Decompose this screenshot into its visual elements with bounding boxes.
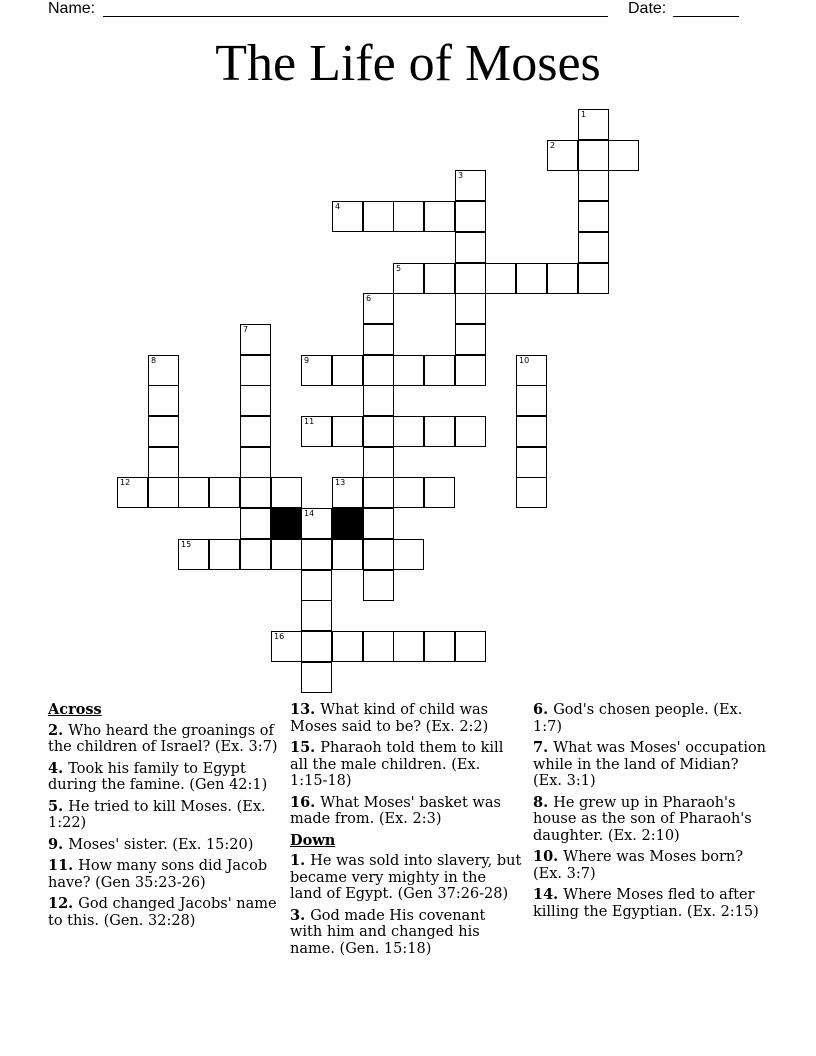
grid-cell[interactable] xyxy=(301,416,332,447)
grid-cell[interactable] xyxy=(578,263,609,294)
clue-number-3: 3 xyxy=(458,171,464,180)
clue-number-9: 9 xyxy=(304,356,310,365)
clue-text: Where Moses fled to after killing the Egyptian. (Ex. 2:15) xyxy=(533,887,759,920)
clue-text: He tried to kill Moses. (Ex. 1:22) xyxy=(48,798,266,831)
grid-cell[interactable] xyxy=(547,140,578,171)
clue-number: 1. xyxy=(290,852,311,869)
clue-number-6: 6 xyxy=(366,294,372,303)
grid-cell[interactable] xyxy=(363,570,394,601)
clue-number-5: 5 xyxy=(396,264,402,273)
grid-cell[interactable] xyxy=(301,662,332,693)
clue-number-4: 4 xyxy=(335,202,341,211)
clue-number-15: 15 xyxy=(181,540,192,549)
grid-cell[interactable] xyxy=(363,416,394,447)
grid-cell[interactable] xyxy=(301,570,332,601)
grid-cell[interactable] xyxy=(271,631,302,662)
clue-number-11: 11 xyxy=(304,417,315,426)
clue-item xyxy=(48,858,280,891)
page-title: The Life of Moses xyxy=(215,35,601,92)
clue-column-2 xyxy=(290,702,522,962)
clue-number: 11. xyxy=(48,857,79,874)
clue-text: God changed Jacobs' name to this. (Gen. 32:28) xyxy=(48,896,277,929)
clue-number: 14. xyxy=(533,886,564,903)
grid-cell[interactable] xyxy=(424,416,455,447)
grid-cell[interactable] xyxy=(578,109,609,140)
clue-text: Took his family to Egypt during the famine. (Gen 42:1) xyxy=(48,760,268,793)
down-heading: Down xyxy=(290,831,336,849)
grid-cell[interactable] xyxy=(424,477,455,508)
clue-number: 10. xyxy=(533,848,564,865)
clue-number: 8. xyxy=(533,793,554,811)
clue-number-13: 13 xyxy=(335,478,346,487)
date-label: Date: xyxy=(628,0,667,17)
clue-number: 6. xyxy=(533,701,554,718)
clue-number-16: 16 xyxy=(274,632,285,641)
clue-number-10: 10 xyxy=(519,356,530,365)
clue-number: 13. xyxy=(290,701,321,718)
grid-cell[interactable] xyxy=(240,477,271,508)
clue-text: Moses' sister. (Ex. 15:20) xyxy=(68,836,254,853)
grid-cell[interactable] xyxy=(240,508,271,539)
clue-text: Who heard the groanings of the children of Israel? (Ex. 3:7) xyxy=(48,722,278,755)
grid-cell[interactable] xyxy=(578,140,609,171)
grid-cell[interactable] xyxy=(332,631,363,662)
grid-cell[interactable] xyxy=(209,477,240,508)
grid-cell[interactable] xyxy=(148,477,179,508)
clue-number-14: 14 xyxy=(304,509,315,518)
clue-item xyxy=(533,849,771,882)
grid-cell[interactable] xyxy=(301,508,332,539)
grid-cell[interactable] xyxy=(332,539,363,570)
grid-cell[interactable] xyxy=(332,201,363,232)
grid-cell[interactable] xyxy=(516,355,547,386)
grid-cell[interactable] xyxy=(363,293,394,324)
grid-cell[interactable] xyxy=(516,416,547,447)
name-label: Name: xyxy=(48,0,96,17)
grid-cell[interactable] xyxy=(148,355,179,386)
grid-cell[interactable] xyxy=(148,385,179,416)
clue-item xyxy=(48,761,280,794)
clue-number: 3. xyxy=(290,906,311,924)
grid-cell[interactable] xyxy=(271,477,302,508)
clue-text: What Moses' basket was made from. (Ex. 2:3) xyxy=(290,794,501,827)
clue-number-8: 8 xyxy=(151,356,157,365)
grid-cell[interactable] xyxy=(363,631,394,662)
clue-column-3 xyxy=(533,702,771,925)
grid-cell[interactable] xyxy=(455,293,486,324)
grid-cell[interactable] xyxy=(608,140,639,171)
grid-cell[interactable] xyxy=(455,201,486,232)
grid-cell[interactable] xyxy=(455,170,486,201)
grid-cell[interactable] xyxy=(578,201,609,232)
grid-cell[interactable] xyxy=(363,324,394,355)
grid-cell[interactable] xyxy=(271,539,302,570)
grid-cell[interactable] xyxy=(363,477,394,508)
grid-cell[interactable] xyxy=(393,631,424,662)
grid-cell[interactable] xyxy=(209,539,240,570)
clue-number-2: 2 xyxy=(550,141,556,150)
grid-cell[interactable] xyxy=(516,263,547,294)
clue-number: 9. xyxy=(48,835,69,853)
clue-number: 2. xyxy=(48,721,69,739)
grid-cell[interactable] xyxy=(301,600,332,631)
grid-cell[interactable] xyxy=(393,539,424,570)
grid-cell[interactable] xyxy=(363,385,394,416)
clue-item xyxy=(533,740,771,790)
clue-number: 15. xyxy=(290,739,321,756)
grid-cell[interactable] xyxy=(547,263,578,294)
grid-cell[interactable] xyxy=(301,539,332,570)
grid-cell[interactable] xyxy=(424,201,455,232)
clue-number: 7. xyxy=(533,739,554,756)
grid-cell[interactable] xyxy=(516,477,547,508)
clue-text: God's chosen people. (Ex. 1:7) xyxy=(533,702,743,735)
clue-text: He grew up in Pharaoh's house as the son of Pharaoh's daughter. (Ex. 2:10) xyxy=(533,794,752,844)
clue-text: Where was Moses born? (Ex. 3:7) xyxy=(533,849,744,882)
grid-cell[interactable] xyxy=(178,477,209,508)
grid-cell[interactable] xyxy=(393,416,424,447)
clue-text: God made His covenant with him and changed his name. (Gen. 15:18) xyxy=(290,907,486,957)
clue-item xyxy=(533,887,771,920)
grid-cell[interactable] xyxy=(240,324,271,355)
grid-cell[interactable] xyxy=(332,477,363,508)
grid-cell[interactable] xyxy=(178,539,209,570)
grid-cell[interactable] xyxy=(301,355,332,386)
grid-cell[interactable] xyxy=(363,355,394,386)
grid-cell[interactable] xyxy=(240,355,271,386)
grid-cell[interactable] xyxy=(424,355,455,386)
grid-cell[interactable] xyxy=(393,201,424,232)
grid-cell[interactable] xyxy=(578,232,609,263)
grid-cell[interactable] xyxy=(363,447,394,478)
clue-number-7: 7 xyxy=(243,325,249,334)
clue-item xyxy=(290,908,522,958)
clue-item xyxy=(290,795,522,828)
clue-text: What kind of child was Moses said to be? (Ex. 2:2) xyxy=(290,702,489,735)
clue-item xyxy=(48,896,280,929)
grid-cell[interactable] xyxy=(516,447,547,478)
grid-cell[interactable] xyxy=(393,263,424,294)
grid-block-cell xyxy=(332,508,363,539)
grid-cell[interactable] xyxy=(240,385,271,416)
grid-cell[interactable] xyxy=(363,539,394,570)
grid-cell[interactable] xyxy=(455,263,486,294)
grid-cell[interactable] xyxy=(363,508,394,539)
grid-cell[interactable] xyxy=(455,416,486,447)
grid-cell[interactable] xyxy=(455,324,486,355)
grid-cell[interactable] xyxy=(485,263,516,294)
grid-cell[interactable] xyxy=(393,355,424,386)
clue-item xyxy=(290,740,522,790)
grid-cell[interactable] xyxy=(332,355,363,386)
grid-cell[interactable] xyxy=(301,631,332,662)
clue-item xyxy=(48,837,280,854)
clue-number-12: 12 xyxy=(120,478,131,487)
grid-cell[interactable] xyxy=(393,477,424,508)
grid-cell[interactable] xyxy=(578,170,609,201)
grid-cell[interactable] xyxy=(455,355,486,386)
clue-item xyxy=(533,795,771,845)
clue-number-1: 1 xyxy=(581,110,587,119)
clue-number: 5. xyxy=(48,797,69,815)
across-heading: Across xyxy=(48,701,102,718)
grid-cell[interactable] xyxy=(148,447,179,478)
grid-cell[interactable] xyxy=(455,631,486,662)
clue-item xyxy=(290,853,522,903)
grid-cell[interactable] xyxy=(240,416,271,447)
clue-item xyxy=(48,799,280,832)
clue-column-1 xyxy=(48,702,280,934)
grid-cell[interactable] xyxy=(363,201,394,232)
clue-item xyxy=(48,723,280,756)
grid-cell[interactable] xyxy=(455,232,486,263)
grid-block-cell xyxy=(271,508,302,539)
grid-cell[interactable] xyxy=(424,263,455,294)
grid-cell[interactable] xyxy=(332,416,363,447)
grid-cell[interactable] xyxy=(516,385,547,416)
clue-number: 12. xyxy=(48,895,79,912)
clue-text: How many sons did Jacob have? (Gen 35:23-26) xyxy=(48,858,268,891)
clue-text: What was Moses' occupation while in the land of Midian? (Ex. 3:1) xyxy=(533,740,767,789)
clue-item xyxy=(290,702,522,735)
clue-text: Pharaoh told them to kill all the male children. (Ex. 1:15-18) xyxy=(290,740,504,789)
grid-cell[interactable] xyxy=(240,447,271,478)
grid-cell[interactable] xyxy=(148,416,179,447)
grid-cell[interactable] xyxy=(117,477,148,508)
clue-text: He was sold into slavery, but became very mighty in the land of Egypt. (Gen 37:26-28) xyxy=(290,853,522,902)
grid-cell[interactable] xyxy=(424,631,455,662)
clue-number: 4. xyxy=(48,759,69,777)
grid-cell[interactable] xyxy=(240,539,271,570)
clue-item xyxy=(533,702,771,735)
clue-number: 16. xyxy=(290,793,321,811)
